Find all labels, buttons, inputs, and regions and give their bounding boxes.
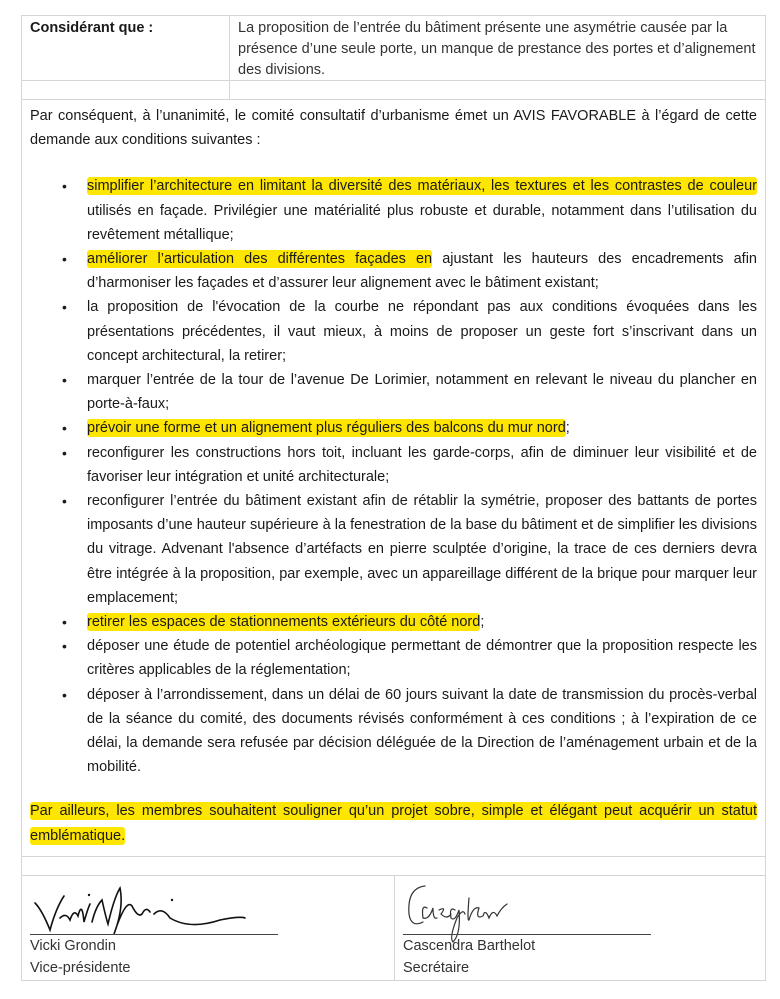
highlighted-text: améliorer l’articulation des différentes façades en	[87, 251, 433, 268]
signature-line	[30, 934, 278, 935]
bullet-icon: •	[62, 638, 67, 655]
signature-block	[394, 876, 765, 980]
condition-item	[30, 634, 757, 682]
condition-item	[30, 368, 757, 416]
highlighted-text: Par ailleurs, les membres souhaitent souligner qu’un projet sobre, simple et élégant peut acquérir un statut emblématique.	[30, 803, 757, 844]
condition-item	[30, 610, 757, 634]
considerant-label: Considérant que :	[22, 16, 230, 80]
condition-item	[30, 295, 757, 368]
decision-block	[22, 100, 765, 857]
empty-row	[22, 81, 765, 100]
signer-name: Vicki Grondin	[30, 937, 116, 954]
condition-text: marquer l’entrée de la tour de l’avenue De Lorimier, notamment en relevant le niveau du plancher en porte-à-faux;	[87, 372, 757, 413]
condition-text: déposer une étude de potentiel archéologique permettant de démontrer que la proposition respecte les critères applicables de la réglementation;	[87, 638, 757, 679]
condition-item	[30, 489, 757, 610]
signature-block	[22, 876, 394, 980]
document-table	[21, 15, 766, 981]
bullet-icon: •	[62, 686, 67, 703]
empty-cell	[22, 81, 230, 99]
condition-item	[30, 683, 757, 780]
bullet-icon: •	[62, 178, 67, 195]
condition-text: ;	[480, 614, 485, 631]
handwritten-signature	[30, 878, 270, 938]
highlighted-text: retirer les espaces de stationnements extérieurs du côté nord	[87, 614, 481, 631]
signatures-row	[22, 876, 765, 980]
condition-text: la proposition de l'évocation de la courbe ne répondant pas aux conditions évoquées dans les présentations précédentes, il vaut mieux, à moins de proposer un geste fort s’inscrivant dans un concept architectural, la retirer;	[87, 299, 757, 364]
condition-item	[30, 247, 757, 295]
signature-line	[403, 934, 651, 935]
bullet-icon: •	[62, 493, 67, 510]
bullet-icon: •	[62, 372, 67, 389]
condition-text: reconfigurer les constructions hors toit, incluant les garde-corps, afin de diminuer leur visibilité et de favoriser leur intégration et unité architecturale;	[87, 444, 757, 485]
condition-item	[30, 174, 757, 247]
condition-text: utilisés en façade. Privilégier une matérialité plus robuste et durable, notamment dans l’utilisation du revêtement métallique;	[87, 202, 757, 243]
condition-item	[30, 441, 757, 489]
bullet-icon: •	[62, 420, 67, 437]
considerant-text: La proposition de l’entrée du bâtiment présente une asymétrie causée par la présence d’une seule porte, un manque de prestance des portes et d’alignement des divisions.	[238, 20, 756, 78]
bullet-icon: •	[62, 444, 67, 461]
signer-title: Vice-présidente	[30, 959, 131, 976]
decision-intro: Par conséquent, à l’unanimité, le comité consultatif d’urbanisme émet un AVIS FAVORABLE à l’égard de cette demande aux conditions suivantes :	[30, 108, 757, 149]
highlighted-text: prévoir une forme et un alignement plus réguliers des balcons du mur nord	[87, 420, 566, 437]
signer-name: Cascendra Barthelot	[403, 937, 536, 954]
conditions-list	[30, 174, 757, 779]
empty-cell	[230, 81, 765, 99]
closing-paragraph	[30, 799, 757, 847]
condition-text: déposer à l’arrondissement, dans un délai de 60 jours suivant la date de transmission du procès-verbal de la séance du comité, des documents révisés conformément à ces conditions ; à l’expiration de ce délai, la demande sera refusée par décision déléguée de la Direction de l’aménagement urbain et de la mobilité.	[87, 686, 757, 776]
bullet-icon: •	[62, 614, 67, 631]
bullet-icon: •	[62, 251, 67, 268]
condition-item	[30, 416, 757, 440]
condition-text: ;	[565, 420, 570, 437]
empty-row	[22, 857, 765, 876]
condition-text: reconfigurer l’entrée du bâtiment existant afin de rétablir la symétrie, proposer des battants de portes imposants d’une hauteur supérieure à la fenestration de la base du bâtiment et de simplifier les divisions du vitrage. Advenant l'absence d’artéfacts en pierre sculptée d’origine, la trace de ces derniers devra être intégrée à la proposition, par exemple, avec un appareillage différent de la brique pour marquer leur emplacement;	[87, 493, 757, 606]
condition-text: ajustant les hauteurs des encadrements afin d’harmoniser les façades et d’assurer leur alignement avec le bâtiment existant;	[87, 251, 757, 292]
signer-title: Secrétaire	[403, 959, 470, 976]
highlighted-text: simplifier l’architecture en limitant la diversité des matériaux, les textures et les contrastes de couleur	[87, 178, 757, 195]
bullet-icon: •	[62, 299, 67, 316]
considerant-row	[22, 16, 765, 81]
